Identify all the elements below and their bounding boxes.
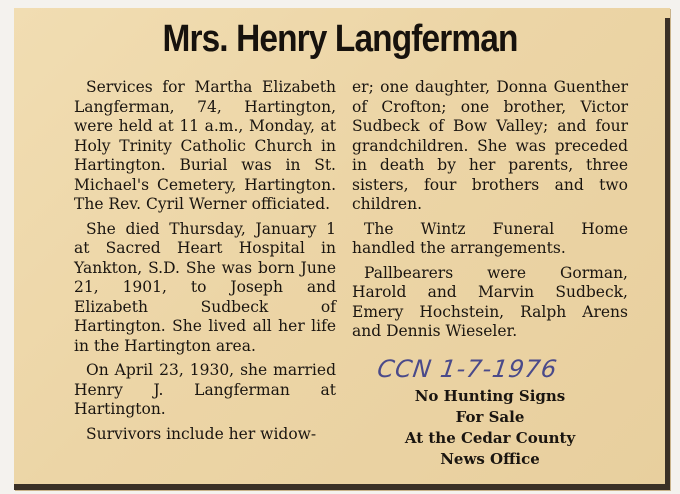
paragraph-marriage: On April 23, 1930, she married Henry J. Langferman at Hartington. <box>74 361 336 418</box>
handwritten-date-note <box>376 351 616 387</box>
notice-line: News Office <box>440 450 540 468</box>
obituary-headline: Mrs. Henry Langferman <box>162 18 518 60</box>
paragraph-funeral-home: The Wintz Funeral Home handled the arrangements. <box>352 219 628 257</box>
notice-line: At the Cedar County <box>404 429 576 447</box>
paragraph-survivors-start: Survivors include her widow- <box>86 424 317 443</box>
paragraph-pallbearers: Pallbearers were Gorman, Harold and Marvin Sudbeck, Emery Hochstein, Ralph Arens and Dennis Wieseler. <box>352 263 628 340</box>
right-column <box>352 78 628 347</box>
classified-notice <box>400 386 580 470</box>
column-rule-right <box>665 18 670 488</box>
handwritten-date-text: CCN 1-7-1976 <box>376 355 560 383</box>
column-rule-bottom <box>14 484 670 490</box>
paragraph-survivors-cont: er; one daughter, Donna Guenther of Crofton; one brother, Victor Sudbeck of Bow Valley; and four grandchildren. She was preceded in death by her parents, three sisters, four brothers and two children. <box>352 78 628 213</box>
paragraph-death: She died Thursday, January 1 at Sacred Heart Hospital in Yankton, S.D. She was born June 21, 1901, to Joseph and Elizabeth Sudbeck of Hartington. She lived all her life in the Hartington area. <box>74 219 336 355</box>
notice-line: For Sale <box>455 408 525 426</box>
left-column <box>74 78 336 449</box>
paragraph-services: Services for Martha Elizabeth Langferman, 74, Hartington, were held at 11 a.m., Monday, at Holy Trinity Catholic Church in Hartington. Burial was in St. Michael's Cemetery, Hartington. The Rev. Cyril Werner officiated. <box>74 78 336 213</box>
notice-line: No Hunting Signs <box>414 387 566 405</box>
